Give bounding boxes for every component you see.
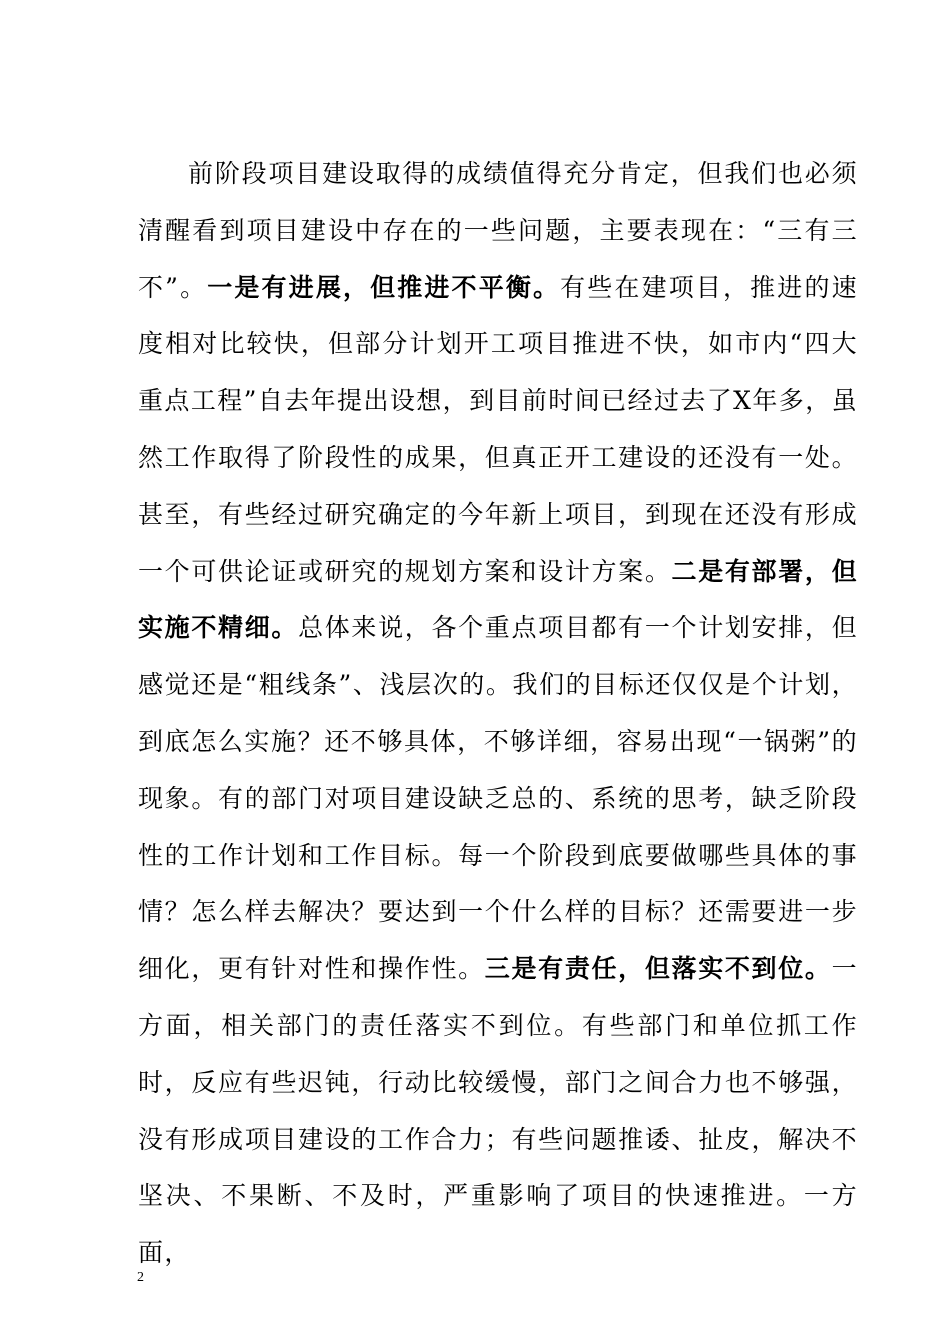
page-number: 2 (137, 1270, 144, 1285)
body-paragraph (138, 146, 858, 1282)
bold-heading-3: 三是有责任，但落实不到位。 (484, 954, 832, 984)
text-segment: 前阶段项目建设取得的成绩值得充分肯定，但我们也必须清醒看到项目建设中存在的一些问题，主要表现在：“三有三不”。 (138, 159, 858, 302)
text-segment: 总体来说，各个重点项目都有一个计划安排，但感觉还是“粗线条”、浅层次的。我们的目标还仅仅是个计划，到底怎么实施？还不够具体，不够详细，容易出现“一锅粥”的现象。有的部门对项目建设缺乏总的、系统的思考，缺乏阶段性的工作计划和工作目标。每一个阶段到底要做哪些具体的事情？怎么样去解决？要达到一个什么样的目标？还需要进一步细化，更有针对性和操作性。 (138, 613, 858, 984)
text-segment: 有些在建项目，推进的速度相对比较快，但部分计划开工项目推进不快，如市内“四大重点工程”自去年提出设想，到目前时间已经过去了X年多，虽然工作取得了阶段性的成果，但真正开工建设的还没有一处。甚至，有些经过研究确定的今年新上项目，到现在还没有形成一个可供论证或研究的规划方案和设计方案。 (138, 272, 859, 586)
bold-heading-2: 二是有部署，但实施不精细。 (138, 556, 858, 643)
text-segment: 一方面，相关部门的责任落实不到位。有些部门和单位抓工作时，反应有些迟钝，行动比较缓慢，部门之间合力也不够强，没有形成项目建设的工作合力；有些问题推诿、扯皮，解决不坚决、不果断、不及时，严重影响了项目的快速推进。一方面， (138, 954, 858, 1268)
bold-heading-1: 一是有进展，但推进不平衡。 (207, 272, 561, 302)
